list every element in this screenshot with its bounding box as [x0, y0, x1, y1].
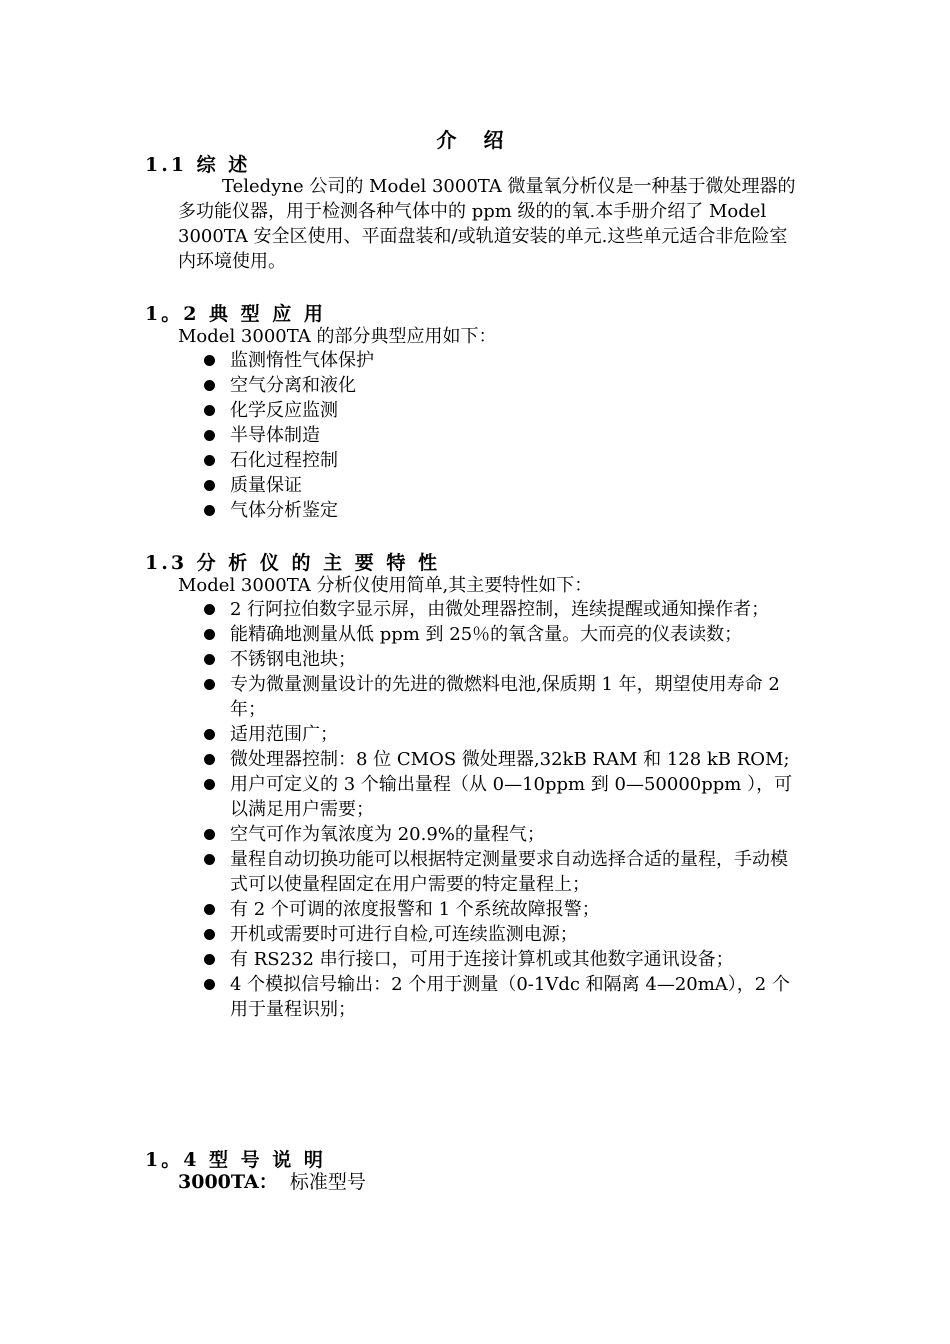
- features-list: [200, 597, 805, 1022]
- list-item-text: 半导体制造: [230, 425, 320, 446]
- applications-intro: Model 3000TA 的部分典型应用如下：: [178, 326, 497, 347]
- list-item: [200, 672, 805, 722]
- bullet-icon: [204, 480, 215, 491]
- bullet-icon: [204, 754, 215, 765]
- list-item-text: 2 行阿拉伯数字显示屏，由微处理器控制，连续提醒或通知操作者；: [230, 599, 770, 620]
- list-item: [200, 947, 805, 972]
- list-item-text: 适用范围广；: [230, 724, 338, 745]
- list-item: [200, 423, 805, 448]
- list-item: [200, 847, 805, 897]
- list-item: [200, 722, 805, 747]
- overview-text: Teledyne 公司的 Model 3000TA 微量氧分析仪是一种基于微处理器的多功能仪器，用于检测各种气体中的 ppm 级的的氧.本手册介绍了 Model 3000TA 安全区使用、平面盘装和/或轨道安装的单元.这些单元适合非危险室内环境使用。: [178, 176, 796, 272]
- list-item: [200, 597, 805, 622]
- list-item: [200, 498, 805, 523]
- list-item: [200, 922, 805, 947]
- list-item: [200, 747, 805, 772]
- bullet-icon: [204, 380, 215, 391]
- list-item-text: 石化过程控制: [230, 450, 338, 471]
- section-heading-applications: 1。2 典 型 应 用: [145, 303, 326, 325]
- bullet-icon: [204, 505, 215, 516]
- list-item-text: 专为微量测量设计的先进的微燃料电池,保质期 1 年，期望使用寿命 2 年；: [230, 674, 780, 720]
- bullet-icon: [204, 430, 215, 441]
- bullet-icon: [204, 455, 215, 466]
- bullet-icon: [204, 679, 215, 690]
- bullet-icon: [204, 729, 215, 740]
- list-item: [200, 448, 805, 473]
- list-item: [200, 772, 805, 822]
- list-item-text: 质量保证: [230, 475, 302, 496]
- bullet-icon: [204, 654, 215, 665]
- bullet-icon: [204, 779, 215, 790]
- list-item-text: 微处理器控制：8 位 CMOS 微处理器,32kB RAM 和 128 kB ROM;: [230, 749, 790, 770]
- list-item-text: 气体分析鉴定: [230, 500, 338, 521]
- section-heading-features: 1.3 分 析 仪 的 主 要 特 性: [145, 552, 440, 574]
- model-description: 标准型号: [289, 1171, 366, 1193]
- list-item-text: 有 RS232 串行接口，可用于连接计算机或其他数字通讯设备；: [230, 949, 734, 970]
- list-item-text: 用户可定义的 3 个输出量程（从 0—10ppm 到 0—50000ppm ），可以满足用户需要；: [230, 774, 793, 820]
- list-item-text: 空气可作为氧浓度为 20.9%的量程气；: [230, 824, 545, 845]
- model-code: 3000TA：: [178, 1171, 278, 1193]
- list-item-text: 开机或需要时可进行自检,可连续监测电源；: [230, 924, 578, 945]
- list-item: [200, 622, 805, 647]
- bullet-icon: [204, 355, 215, 366]
- list-item: [200, 897, 805, 922]
- features-intro: Model 3000TA 分析仪使用简单,其主要特性如下：: [178, 575, 593, 596]
- bullet-icon: [204, 854, 215, 865]
- list-item: [200, 972, 805, 1022]
- bullet-icon: [204, 629, 215, 640]
- list-item: [200, 822, 805, 847]
- bullet-icon: [204, 904, 215, 915]
- list-item: [200, 373, 805, 398]
- list-item: [200, 398, 805, 423]
- list-item-text: 量程自动切换功能可以根据特定测量要求自动选择合适的量程，手动模式可以使量程固定在用户需要的特定量程上；: [230, 849, 788, 895]
- list-item-text: 监测惰性气体保护: [230, 350, 374, 371]
- page-title: 介 绍: [436, 128, 514, 152]
- bullet-icon: [204, 829, 215, 840]
- applications-list: [200, 348, 805, 523]
- model-entry: [178, 1170, 366, 1195]
- bullet-icon: [204, 979, 215, 990]
- bullet-icon: [204, 405, 215, 416]
- bullet-icon: [204, 954, 215, 965]
- list-item: [200, 348, 805, 373]
- overview-paragraph: [178, 174, 803, 274]
- section-heading-models: 1。4 型 号 说 明: [145, 1149, 326, 1171]
- list-item-text: 能精确地测量从低 ppm 到 25％的氧含量。大而亮的仪表读数；: [230, 624, 743, 645]
- list-item: [200, 473, 805, 498]
- list-item: [200, 647, 805, 672]
- bullet-icon: [204, 604, 215, 615]
- list-item-text: 不锈钢电池块；: [230, 649, 356, 670]
- list-item-text: 化学反应监测: [230, 400, 338, 421]
- section-heading-overview: 1.1 综 述: [145, 154, 251, 176]
- list-item-text: 有 2 个可调的浓度报警和 1 个系统故障报警；: [230, 899, 600, 920]
- list-item-text: 4 个模拟信号输出：2 个用于测量（0-1Vdc 和隔离 4—20mA），2 个用于量程识别；: [230, 974, 790, 1020]
- list-item-text: 空气分离和液化: [230, 375, 356, 396]
- bullet-icon: [204, 929, 215, 940]
